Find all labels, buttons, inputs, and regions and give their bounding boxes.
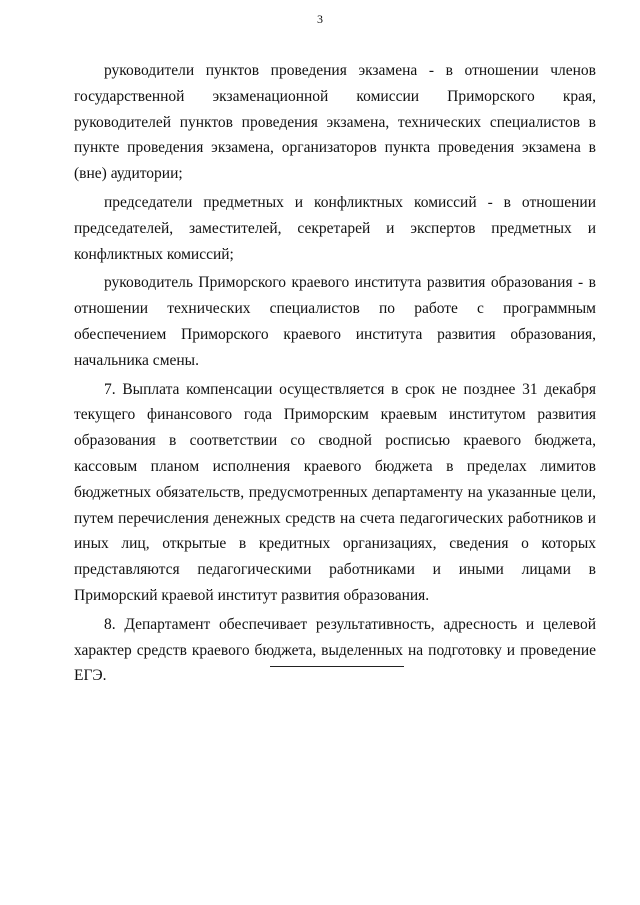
end-divider: [270, 666, 404, 667]
document-body: [74, 58, 596, 692]
paragraph-item-7: 7. Выплата компенсации осуществляется в срок не позднее 31 декабря текущего финансового года Приморским краевым институтом развития образования в соответствии со сводной росписью краевого бюджета, кассовым планом исполнения краевого бюджета в пределах лимитов бюджетных обязательств, предусмотренных департаменту на указанные цели, путем перечисления денежных средств на счета педагогических работников и иных лиц, открытые в кредитных организациях, сведения о которых представляются педагогическими работниками и иными лицами в Приморский краевой институт развития образования.: [74, 380, 596, 604]
paragraph-exam-point-heads: руководители пунктов проведения экзамена - в отношении членов государственной экзаменационной комиссии Приморского края, руководителей пунктов проведения экзамена, технических специалистов в пункте проведения экзамена, организаторов пункта проведения экзамена в (вне) аудитории;: [74, 62, 596, 183]
paragraph-institute-head: руководитель Приморского краевого института развития образования - в отношении технических специалистов по работе с программным обеспечением Приморского краевого института развития образования, начальника смены.: [74, 274, 596, 369]
paragraph-item-8: 8. Департамент обеспечивает результативность, адресность и целевой характер средств краевого бюджета, выделенных на подготовку и проведение ЕГЭ.: [74, 615, 596, 685]
paragraph-commission-chairs: председатели предметных и конфликтных комиссий - в отношении председателей, заместителей, секретарей и экспертов предметных и конфликтных комиссий;: [74, 193, 596, 263]
page-number: 3: [317, 12, 323, 26]
